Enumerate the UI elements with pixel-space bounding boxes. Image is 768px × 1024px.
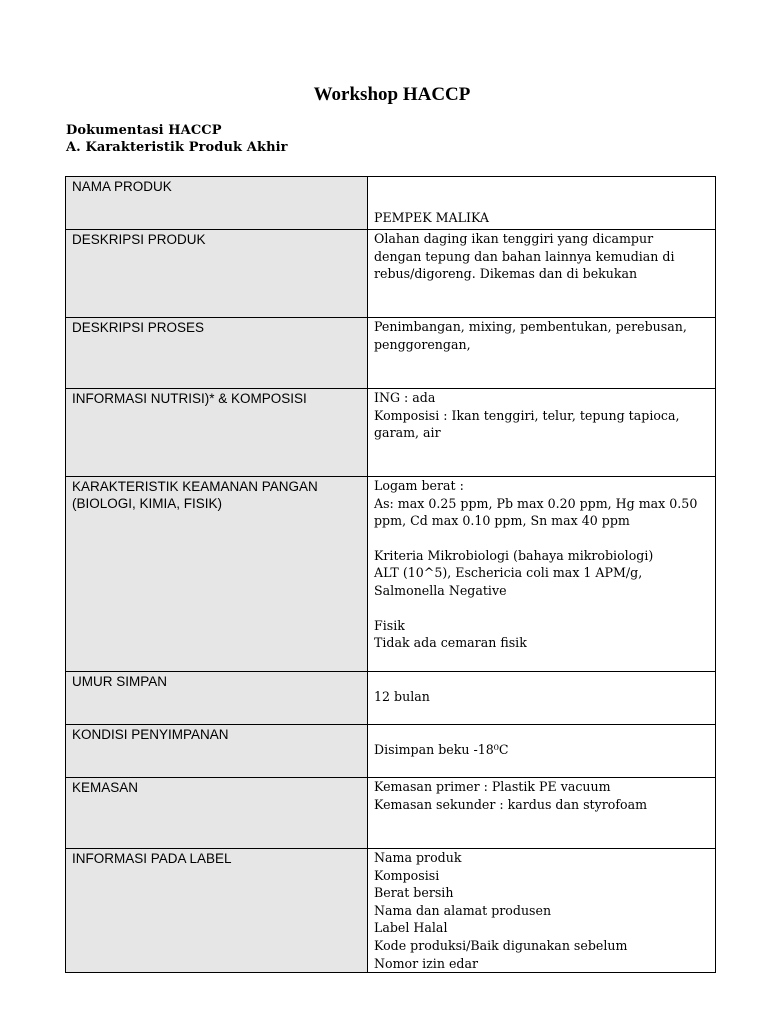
value-line: PEMPEK MALIKA	[374, 210, 489, 225]
table-row	[66, 177, 716, 230]
row-label: KARAKTERISTIK KEAMANAN PANGAN (BIOLOGI, KIMIA, FISIK)	[66, 477, 368, 672]
blank-line	[374, 530, 711, 547]
value-line: Nama dan alamat produsen	[374, 902, 552, 918]
row-label: DESKRIPSI PRODUK	[66, 230, 368, 318]
value-line: Nomor izin edar	[374, 955, 478, 971]
value-line: garam, air	[374, 425, 441, 441]
value-line: Komposisi	[374, 867, 440, 883]
table-row	[66, 477, 716, 672]
value-line: Olahan daging ikan tenggiri yang dicampur	[374, 231, 654, 246]
value-line: Salmonella Negative	[374, 582, 507, 598]
row-value	[368, 230, 716, 318]
row-value	[368, 477, 716, 672]
value-line: Kode produksi/Baik digunakan sebelum	[374, 937, 628, 953]
document-title: Workshop HACCP	[313, 84, 471, 105]
table-row	[66, 672, 716, 725]
row-label: UMUR SIMPAN	[66, 672, 368, 725]
table-row	[66, 849, 716, 973]
table-row	[66, 230, 716, 318]
value-line: ALT (10^5), Eschericia coli max 1 APM/g,	[374, 565, 643, 581]
section-heading: Dokumentasi HACCP	[66, 123, 222, 138]
table-row	[66, 318, 716, 389]
value-line: Komposisi : Ikan tenggiri, telur, tepung tapioca,	[374, 407, 680, 423]
value-line: Label Halal	[374, 920, 448, 936]
value-line: 12 bulan	[374, 689, 430, 704]
section-subheading: A. Karakteristik Produk Akhir	[66, 140, 288, 155]
row-label: DESKRIPSI PROSES	[66, 318, 368, 389]
row-value	[368, 318, 716, 389]
value-line: Penimbangan, mixing, pembentukan, perebusan,	[374, 319, 687, 334]
value-line: penggorengan,	[374, 336, 471, 352]
value-line: ING : ada	[374, 390, 436, 405]
value-line: Disimpan beku -18⁰C	[374, 742, 509, 757]
row-value	[368, 778, 716, 849]
value-line: ppm, Cd max 0.10 ppm, Sn max 40 ppm	[374, 513, 630, 529]
row-value	[368, 725, 716, 778]
value-line: Logam berat :	[374, 478, 464, 493]
row-label: KONDISI PENYIMPANAN	[66, 725, 368, 778]
row-value	[368, 389, 716, 477]
table-row	[66, 778, 716, 849]
row-value	[368, 177, 716, 230]
blank-line	[374, 600, 711, 617]
value-line: rebus/digoreng. Dikemas dan di bekukan	[374, 266, 638, 282]
value-line: As: max 0.25 ppm, Pb max 0.20 ppm, Hg max 0.50	[374, 495, 698, 511]
value-line: Kriteria Mikrobiologi (bahaya mikrobiologi)	[374, 547, 654, 563]
value-line: Fisik	[374, 617, 405, 633]
value-line: dengan tepung dan bahan lainnya kemudian di	[374, 248, 675, 264]
row-label: INFORMASI NUTRISI)* & KOMPOSISI	[66, 389, 368, 477]
value-line: Kemasan sekunder : kardus dan styrofoam	[374, 796, 648, 812]
value-line: Tidak ada cemaran fisik	[374, 635, 527, 651]
table-row	[66, 725, 716, 778]
row-label: INFORMASI PADA LABEL	[66, 849, 368, 973]
row-value	[368, 672, 716, 725]
table-row	[66, 389, 716, 477]
value-line: Kemasan primer : Plastik PE vacuum	[374, 779, 611, 794]
row-value	[368, 849, 716, 973]
row-label: KEMASAN	[66, 778, 368, 849]
value-line: Nama produk	[374, 850, 462, 865]
product-characteristics-table	[65, 176, 716, 973]
value-line: Berat bersih	[374, 885, 454, 901]
row-label: NAMA PRODUK	[66, 177, 368, 230]
